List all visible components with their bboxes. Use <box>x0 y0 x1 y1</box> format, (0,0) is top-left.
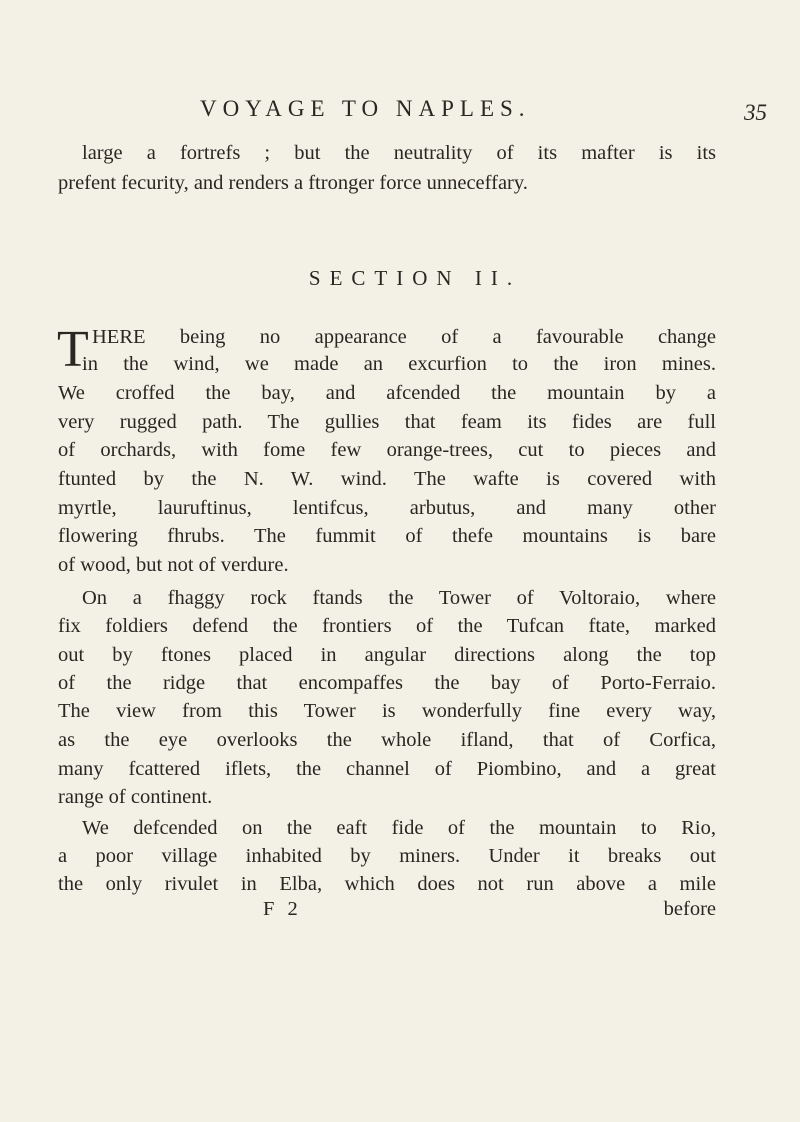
text-line: as the eye overlooks the whole ifland, that of Corfica, <box>58 729 716 751</box>
text-line: very rugged path. The gullies that feam its fides are full <box>58 411 716 433</box>
text-line: ftunted by the N. W. wind. The wafte is covered with <box>58 468 716 490</box>
text-line: flowering fhrubs. The fummit of thefe mountains is bare <box>58 525 716 547</box>
text-line: We defcended on the eaft fide of the mountain to Rio, <box>82 817 716 839</box>
section-heading: SECTION II. <box>308 266 522 290</box>
text-line: prefent fecurity, and renders a ftronger force unneceffary. <box>58 172 528 194</box>
catchword: before <box>663 898 716 920</box>
page-footer <box>58 898 716 924</box>
text-line: myrtle, lauruftinus, lentifcus, arbutus, and many other <box>58 497 716 519</box>
drop-cap: T <box>57 321 89 378</box>
page-number: 35 <box>744 100 767 125</box>
running-head: VOYAGE TO NAPLES. <box>200 96 531 121</box>
text-line: fix foldiers defend the frontiers of the Tufcan ftate, marked <box>58 615 716 637</box>
text-line: The view from this Tower is wonderfully fine every way, <box>58 700 716 722</box>
text-line: many fcattered iflets, the channel of Piombino, and a great <box>58 758 716 780</box>
text-line: of orchards, with fome few orange-trees, cut to pieces and <box>58 439 716 461</box>
text-line: of the ridge that encompaffes the bay of Porto-Ferraio. <box>58 672 716 694</box>
text-line: the only rivulet in Elba, which does not run above a mile <box>58 873 716 895</box>
text-line: in the wind, we made an excurfion to the iron mines. <box>82 353 716 375</box>
text-line: We croffed the bay, and afcended the mountain by a <box>58 382 716 404</box>
text-line: range of continent. <box>58 786 213 808</box>
text-line: of wood, but not of verdure. <box>58 554 289 576</box>
signature-mark: F 2 <box>263 898 302 920</box>
text-line: out by ftones placed in angular directions along the top <box>58 644 716 666</box>
text-line: HERE being no appearance of a favourable change <box>92 326 716 348</box>
text-line: On a fhaggy rock ftands the Tower of Voltoraio, where <box>82 587 716 609</box>
text-line: large a fortrefs ; but the neutrality of its mafter is its <box>82 142 716 164</box>
text-line: a poor village inhabited by miners. Under it breaks out <box>58 845 716 867</box>
